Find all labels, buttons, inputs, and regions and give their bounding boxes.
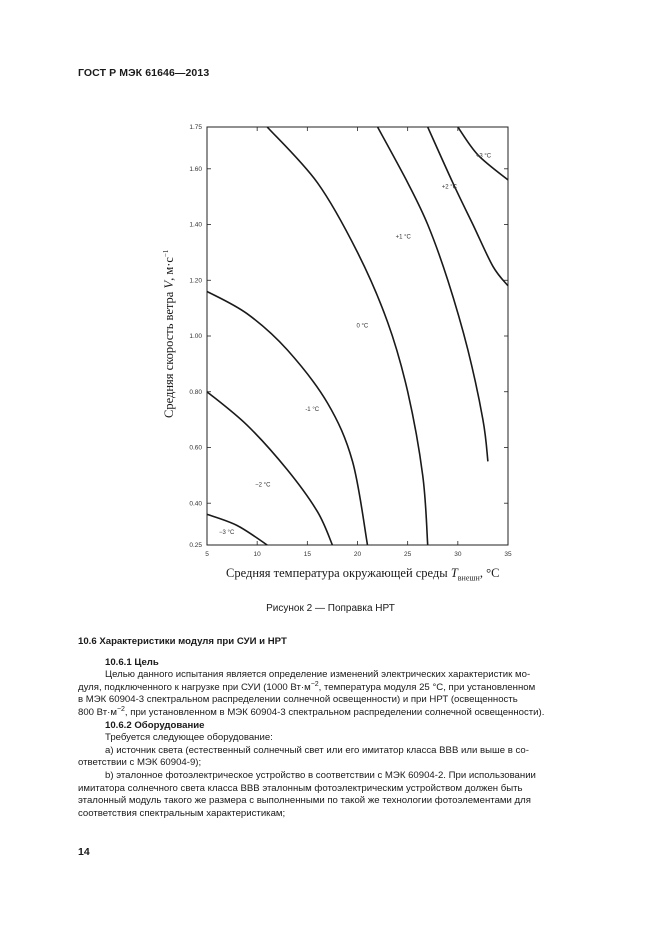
list-item-b-cont: эталонный модуль такого же размера с выполненными по такой же технологии фотоэлементами для [78, 795, 531, 807]
section-10-6-2-title: 10.6.2 Оборудование [105, 719, 205, 731]
contour-label: −3 °C [219, 529, 235, 536]
x-tick-label: 35 [504, 551, 512, 558]
document-header: ГОСТ Р МЭК 61646—2013 [78, 67, 210, 79]
paragraph-line: Целью данного испытания является определение изменений электрических характеристик мо- [105, 669, 531, 681]
x-tick-label: 25 [404, 551, 412, 558]
x-tick-label: 10 [253, 551, 261, 558]
paragraph-line: дуля, подключенного к нагрузке при СУИ (1000 $Вт\cdot м^{-2}$, температура модуля 25 °C, при установленном [78, 680, 536, 693]
chart-y-axis-label: Средняя скорость ветра V, $м\cdot с^{-1}$ [161, 249, 176, 418]
page-number: 14 [78, 846, 90, 858]
contour-line [428, 127, 508, 286]
list-item-a: a) источник света (естественный солнечный свет или его имитатор класса ВВВ или выше в со- [105, 744, 529, 756]
contour-label: 0 °C [356, 323, 369, 330]
paragraph-line: в МЭК 60904-3 спектральном распределении солнечной освещенности) и при НРТ (освещенность [78, 694, 518, 706]
contour-line [207, 291, 368, 545]
y-tick-label: 0.25 [189, 542, 202, 550]
y-tick-label: 1.00 [189, 333, 202, 341]
y-tick-label: 1.40 [189, 221, 202, 229]
contour-line [267, 127, 428, 545]
paragraph-line: 800 $Вт\cdot м^{-2}$, при установленном в МЭК 60904-3 спектральном распределении солнечной освещенности). [78, 705, 545, 718]
y-tick-label: 1.20 [189, 277, 202, 285]
contour-label: +3 °C [475, 153, 492, 160]
contour-line [378, 127, 488, 461]
x-tick-label: 15 [303, 551, 311, 558]
x-tick-label: 20 [353, 551, 362, 558]
list-item-b-cont: соответствия спектральным характеристикам; [78, 807, 286, 819]
contour-label: +1 °C [395, 234, 411, 241]
chart-container [150, 115, 530, 595]
contour-line [207, 392, 332, 545]
list-item-b-cont: имитатора солнечного света класса ВВВ эталонным фотоэлектрическим устройством должен быть [78, 782, 523, 794]
x-tick-label: 30 [454, 551, 462, 558]
section-text [78, 636, 614, 820]
x-tick-label: 5 [205, 551, 209, 558]
contour-label: -1 °C [305, 407, 320, 414]
figure-caption: Рисунок 2 — Поправка НРТ [266, 603, 395, 614]
paragraph-line: Требуется следующее оборудование: [105, 732, 273, 744]
chart-x-axis-label: Средняя температура окружающей среды $T_{внешн}$, °C [226, 566, 500, 583]
y-tick-label: 1.60 [189, 166, 202, 173]
y-tick-label: 0.60 [189, 444, 202, 452]
contour-line [207, 514, 267, 545]
contour-label: +2 °C [441, 184, 458, 191]
list-item-b: b) эталонное фотоэлектрическое устройство в соответствии с МЭК 60904-2. При использовании [105, 769, 536, 781]
section-10-6-title: 10.6 Характеристики модуля при СУИ и НРТ [78, 636, 287, 647]
y-tick-label: 1.75 [189, 124, 202, 132]
y-tick-label: 0.80 [189, 388, 202, 396]
y-tick-label: 0.40 [189, 500, 202, 508]
hpt-correction-chart [150, 115, 530, 595]
section-10-6-1-title: 10.6.1 Цель [105, 656, 159, 668]
contour-label: −2 °C [255, 482, 271, 489]
list-item-a-cont: ответствии с МЭК 60904-9); [78, 757, 202, 769]
